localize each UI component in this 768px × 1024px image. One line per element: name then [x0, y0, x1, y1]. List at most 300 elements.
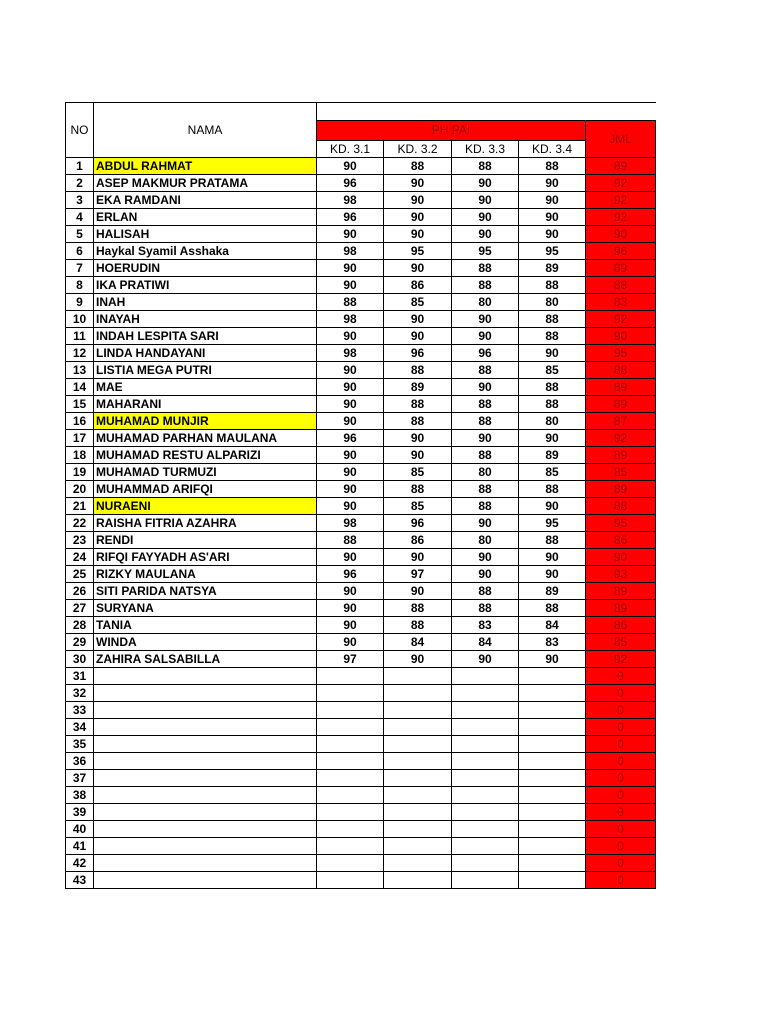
kd-score-cell[interactable]	[384, 787, 452, 804]
kd-score-cell[interactable]: 88	[519, 481, 586, 498]
kd-score-cell[interactable]	[317, 668, 384, 685]
kd-score-cell[interactable]	[452, 838, 519, 855]
kd-score-cell[interactable]: 90	[452, 651, 519, 668]
kd-score-cell[interactable]: 90	[384, 447, 452, 464]
kd-score-cell[interactable]: 90	[317, 549, 384, 566]
jml-total-cell[interactable]: 95	[586, 345, 656, 362]
kd-score-cell[interactable]: 90	[384, 651, 452, 668]
row-number-cell[interactable]: 39	[66, 804, 94, 821]
kd-score-cell[interactable]: 90	[519, 345, 586, 362]
kd-score-cell[interactable]: 89	[519, 447, 586, 464]
row-number-cell[interactable]: 9	[66, 294, 94, 311]
kd-score-cell[interactable]: 98	[317, 243, 384, 260]
kd-score-cell[interactable]: 80	[452, 294, 519, 311]
kd-score-cell[interactable]: 90	[452, 430, 519, 447]
kd-score-cell[interactable]: 96	[317, 175, 384, 192]
row-number-cell[interactable]: 35	[66, 736, 94, 753]
row-number-cell[interactable]: 24	[66, 549, 94, 566]
row-number-cell[interactable]: 34	[66, 719, 94, 736]
kd-score-cell[interactable]: 90	[317, 481, 384, 498]
header-kd-3-2[interactable]: KD. 3.2	[384, 140, 452, 158]
kd-score-cell[interactable]: 88	[452, 158, 519, 175]
kd-score-cell[interactable]	[519, 821, 586, 838]
student-name-cell[interactable]: RAISHA FITRIA AZAHRA	[94, 515, 317, 532]
jml-total-cell[interactable]: 89	[586, 600, 656, 617]
kd-score-cell[interactable]: 90	[317, 226, 384, 243]
row-number-cell[interactable]: 12	[66, 345, 94, 362]
kd-score-cell[interactable]: 90	[317, 379, 384, 396]
student-name-cell[interactable]	[94, 787, 317, 804]
kd-score-cell[interactable]: 90	[452, 226, 519, 243]
kd-score-cell[interactable]: 90	[384, 209, 452, 226]
kd-score-cell[interactable]	[452, 702, 519, 719]
kd-score-cell[interactable]: 95	[452, 243, 519, 260]
kd-score-cell[interactable]	[317, 804, 384, 821]
row-number-cell[interactable]: 43	[66, 872, 94, 889]
kd-score-cell[interactable]: 88	[317, 294, 384, 311]
kd-score-cell[interactable]: 80	[452, 532, 519, 549]
kd-score-cell[interactable]	[519, 872, 586, 889]
jml-total-cell[interactable]: 0	[586, 855, 656, 872]
row-number-cell[interactable]: 17	[66, 430, 94, 447]
student-name-cell[interactable]: IKA PRATIWI	[94, 277, 317, 294]
kd-score-cell[interactable]: 88	[452, 600, 519, 617]
jml-total-cell[interactable]: 0	[586, 736, 656, 753]
kd-score-cell[interactable]	[452, 753, 519, 770]
student-name-cell[interactable]	[94, 838, 317, 855]
kd-score-cell[interactable]: 95	[519, 243, 586, 260]
kd-score-cell[interactable]: 90	[384, 311, 452, 328]
kd-score-cell[interactable]	[452, 685, 519, 702]
jml-total-cell[interactable]: 90	[586, 328, 656, 345]
student-name-cell[interactable]	[94, 821, 317, 838]
kd-score-cell[interactable]: 85	[519, 464, 586, 481]
row-number-cell[interactable]: 36	[66, 753, 94, 770]
kd-score-cell[interactable]: 88	[519, 158, 586, 175]
kd-score-cell[interactable]: 80	[452, 464, 519, 481]
kd-score-cell[interactable]: 98	[317, 192, 384, 209]
row-number-cell[interactable]: 1	[66, 158, 94, 175]
student-name-cell[interactable]: MUHAMAD TURMUZI	[94, 464, 317, 481]
kd-score-cell[interactable]	[519, 736, 586, 753]
student-name-cell[interactable]	[94, 736, 317, 753]
jml-total-cell[interactable]: 95	[586, 515, 656, 532]
kd-score-cell[interactable]	[317, 838, 384, 855]
kd-score-cell[interactable]: 90	[519, 566, 586, 583]
jml-total-cell[interactable]: 0	[586, 821, 656, 838]
row-number-cell[interactable]: 25	[66, 566, 94, 583]
header-kd-3-3[interactable]: KD. 3.3	[452, 140, 519, 158]
student-name-cell[interactable]: SURYANA	[94, 600, 317, 617]
kd-score-cell[interactable]: 95	[519, 515, 586, 532]
kd-score-cell[interactable]	[384, 685, 452, 702]
row-number-cell[interactable]: 16	[66, 413, 94, 430]
student-name-cell[interactable]: INDAH LESPITA SARI	[94, 328, 317, 345]
kd-score-cell[interactable]: 98	[317, 311, 384, 328]
header-ph-pai[interactable]: PH PAI	[317, 121, 586, 141]
kd-score-cell[interactable]: 97	[317, 651, 384, 668]
jml-total-cell[interactable]: 83	[586, 294, 656, 311]
kd-score-cell[interactable]	[519, 855, 586, 872]
kd-score-cell[interactable]: 90	[317, 277, 384, 294]
kd-score-cell[interactable]: 88	[452, 260, 519, 277]
row-number-cell[interactable]: 31	[66, 668, 94, 685]
jml-total-cell[interactable]: 88	[586, 498, 656, 515]
kd-score-cell[interactable]: 96	[384, 515, 452, 532]
student-name-cell[interactable]: NURAENI	[94, 498, 317, 515]
kd-score-cell[interactable]: 86	[384, 532, 452, 549]
kd-score-cell[interactable]: 90	[519, 549, 586, 566]
student-name-cell[interactable]	[94, 685, 317, 702]
kd-score-cell[interactable]: 90	[519, 192, 586, 209]
kd-score-cell[interactable]: 88	[384, 158, 452, 175]
student-name-cell[interactable]: LISTIA MEGA PUTRI	[94, 362, 317, 379]
kd-score-cell[interactable]: 98	[317, 515, 384, 532]
row-number-cell[interactable]: 22	[66, 515, 94, 532]
row-number-cell[interactable]: 23	[66, 532, 94, 549]
kd-score-cell[interactable]: 85	[519, 362, 586, 379]
row-number-cell[interactable]: 2	[66, 175, 94, 192]
kd-score-cell[interactable]: 90	[452, 311, 519, 328]
student-name-cell[interactable]	[94, 719, 317, 736]
student-name-cell[interactable]: ZAHIRA SALSABILLA	[94, 651, 317, 668]
student-name-cell[interactable]: EKA RAMDANI	[94, 192, 317, 209]
student-name-cell[interactable]: RIFQI FAYYADH AS'ARI	[94, 549, 317, 566]
kd-score-cell[interactable]: 90	[317, 413, 384, 430]
student-name-cell[interactable]: MAHARANI	[94, 396, 317, 413]
jml-total-cell[interactable]: 96	[586, 243, 656, 260]
row-number-cell[interactable]: 29	[66, 634, 94, 651]
student-name-cell[interactable]: Haykal Syamil Asshaka	[94, 243, 317, 260]
row-number-cell[interactable]: 14	[66, 379, 94, 396]
kd-score-cell[interactable]: 90	[452, 379, 519, 396]
kd-score-cell[interactable]: 80	[519, 413, 586, 430]
kd-score-cell[interactable]: 84	[519, 617, 586, 634]
kd-score-cell[interactable]	[317, 736, 384, 753]
header-jml[interactable]: JML	[586, 121, 656, 158]
kd-score-cell[interactable]	[384, 804, 452, 821]
kd-score-cell[interactable]: 88	[452, 481, 519, 498]
kd-score-cell[interactable]: 85	[384, 464, 452, 481]
kd-score-cell[interactable]	[519, 668, 586, 685]
header-blank-band[interactable]	[317, 103, 656, 121]
kd-score-cell[interactable]	[452, 872, 519, 889]
kd-score-cell[interactable]: 83	[452, 617, 519, 634]
kd-score-cell[interactable]	[384, 838, 452, 855]
student-name-cell[interactable]: TANIA	[94, 617, 317, 634]
kd-score-cell[interactable]: 90	[452, 175, 519, 192]
student-name-cell[interactable]	[94, 804, 317, 821]
kd-score-cell[interactable]	[519, 702, 586, 719]
kd-score-cell[interactable]	[519, 753, 586, 770]
student-name-cell[interactable]: MUHAMAD RESTU ALPARIZI	[94, 447, 317, 464]
kd-score-cell[interactable]: 90	[317, 362, 384, 379]
kd-score-cell[interactable]: 88	[452, 396, 519, 413]
kd-score-cell[interactable]: 90	[452, 328, 519, 345]
kd-score-cell[interactable]: 90	[452, 192, 519, 209]
jml-total-cell[interactable]: 92	[586, 192, 656, 209]
jml-total-cell[interactable]: 0	[586, 685, 656, 702]
jml-total-cell[interactable]: 89	[586, 158, 656, 175]
student-name-cell[interactable]: MUHAMAD MUNJIR	[94, 413, 317, 430]
kd-score-cell[interactable]	[317, 702, 384, 719]
row-number-cell[interactable]: 38	[66, 787, 94, 804]
jml-total-cell[interactable]: 89	[586, 583, 656, 600]
jml-total-cell[interactable]: 89	[586, 260, 656, 277]
kd-score-cell[interactable]: 83	[519, 634, 586, 651]
kd-score-cell[interactable]: 88	[384, 617, 452, 634]
kd-score-cell[interactable]: 90	[317, 328, 384, 345]
row-number-cell[interactable]: 30	[66, 651, 94, 668]
kd-score-cell[interactable]: 90	[384, 430, 452, 447]
jml-total-cell[interactable]: 0	[586, 702, 656, 719]
kd-score-cell[interactable]: 88	[452, 413, 519, 430]
kd-score-cell[interactable]	[452, 736, 519, 753]
kd-score-cell[interactable]: 90	[384, 583, 452, 600]
jml-total-cell[interactable]: 85	[586, 464, 656, 481]
row-number-cell[interactable]: 37	[66, 770, 94, 787]
jml-total-cell[interactable]: 92	[586, 651, 656, 668]
jml-total-cell[interactable]: 88	[586, 277, 656, 294]
kd-score-cell[interactable]: 88	[384, 600, 452, 617]
kd-score-cell[interactable]: 95	[384, 243, 452, 260]
jml-total-cell[interactable]: 89	[586, 481, 656, 498]
kd-score-cell[interactable]: 96	[317, 209, 384, 226]
kd-score-cell[interactable]: 90	[317, 464, 384, 481]
row-number-cell[interactable]: 18	[66, 447, 94, 464]
row-number-cell[interactable]: 21	[66, 498, 94, 515]
student-name-cell[interactable]: ERLAN	[94, 209, 317, 226]
kd-score-cell[interactable]: 88	[384, 362, 452, 379]
kd-score-cell[interactable]	[317, 821, 384, 838]
kd-score-cell[interactable]: 88	[519, 328, 586, 345]
kd-score-cell[interactable]: 90	[519, 651, 586, 668]
kd-score-cell[interactable]: 88	[384, 413, 452, 430]
kd-score-cell[interactable]: 90	[519, 175, 586, 192]
kd-score-cell[interactable]: 86	[384, 277, 452, 294]
kd-score-cell[interactable]: 88	[384, 481, 452, 498]
student-name-cell[interactable]: ABDUL RAHMAT	[94, 158, 317, 175]
kd-score-cell[interactable]	[452, 668, 519, 685]
jml-total-cell[interactable]: 0	[586, 838, 656, 855]
student-name-cell[interactable]	[94, 753, 317, 770]
kd-score-cell[interactable]: 90	[452, 549, 519, 566]
kd-score-cell[interactable]	[317, 787, 384, 804]
kd-score-cell[interactable]	[519, 838, 586, 855]
jml-total-cell[interactable]: 86	[586, 532, 656, 549]
kd-score-cell[interactable]	[317, 872, 384, 889]
kd-score-cell[interactable]	[452, 855, 519, 872]
kd-score-cell[interactable]: 88	[519, 379, 586, 396]
kd-score-cell[interactable]	[519, 804, 586, 821]
kd-score-cell[interactable]: 84	[452, 634, 519, 651]
kd-score-cell[interactable]	[519, 787, 586, 804]
kd-score-cell[interactable]: 90	[317, 583, 384, 600]
jml-total-cell[interactable]: 0	[586, 872, 656, 889]
jml-total-cell[interactable]: 0	[586, 668, 656, 685]
kd-score-cell[interactable]: 88	[519, 532, 586, 549]
kd-score-cell[interactable]	[384, 668, 452, 685]
kd-score-cell[interactable]	[384, 736, 452, 753]
jml-total-cell[interactable]: 92	[586, 175, 656, 192]
kd-score-cell[interactable]	[384, 770, 452, 787]
jml-total-cell[interactable]: 0	[586, 753, 656, 770]
kd-score-cell[interactable]	[519, 770, 586, 787]
kd-score-cell[interactable]: 90	[452, 566, 519, 583]
student-name-cell[interactable]: HALISAH	[94, 226, 317, 243]
kd-score-cell[interactable]	[452, 770, 519, 787]
kd-score-cell[interactable]: 90	[317, 260, 384, 277]
jml-total-cell[interactable]: 92	[586, 311, 656, 328]
jml-total-cell[interactable]: 90	[586, 226, 656, 243]
kd-score-cell[interactable]: 88	[384, 396, 452, 413]
kd-score-cell[interactable]: 88	[452, 277, 519, 294]
kd-score-cell[interactable]: 90	[384, 549, 452, 566]
row-number-cell[interactable]: 3	[66, 192, 94, 209]
kd-score-cell[interactable]: 90	[452, 209, 519, 226]
row-number-cell[interactable]: 8	[66, 277, 94, 294]
student-name-cell[interactable]	[94, 855, 317, 872]
student-name-cell[interactable]: LINDA HANDAYANI	[94, 345, 317, 362]
row-number-cell[interactable]: 6	[66, 243, 94, 260]
kd-score-cell[interactable]: 90	[384, 175, 452, 192]
kd-score-cell[interactable]	[384, 872, 452, 889]
student-name-cell[interactable]	[94, 668, 317, 685]
kd-score-cell[interactable]	[384, 821, 452, 838]
jml-total-cell[interactable]: 88	[586, 362, 656, 379]
kd-score-cell[interactable]	[317, 855, 384, 872]
kd-score-cell[interactable]: 90	[317, 617, 384, 634]
header-kd-3-4[interactable]: KD. 3.4	[519, 140, 586, 158]
row-number-cell[interactable]: 32	[66, 685, 94, 702]
jml-total-cell[interactable]: 0	[586, 770, 656, 787]
kd-score-cell[interactable]: 96	[452, 345, 519, 362]
kd-score-cell[interactable]: 90	[519, 498, 586, 515]
kd-score-cell[interactable]: 89	[384, 379, 452, 396]
jml-total-cell[interactable]: 0	[586, 719, 656, 736]
row-number-cell[interactable]: 26	[66, 583, 94, 600]
row-number-cell[interactable]: 41	[66, 838, 94, 855]
kd-score-cell[interactable]	[384, 719, 452, 736]
row-number-cell[interactable]: 10	[66, 311, 94, 328]
kd-score-cell[interactable]: 88	[452, 447, 519, 464]
header-no[interactable]: NO	[66, 103, 94, 158]
student-name-cell[interactable]: ASEP MAKMUR PRATAMA	[94, 175, 317, 192]
kd-score-cell[interactable]	[317, 770, 384, 787]
jml-total-cell[interactable]: 89	[586, 447, 656, 464]
kd-score-cell[interactable]	[384, 855, 452, 872]
kd-score-cell[interactable]: 85	[384, 294, 452, 311]
kd-score-cell[interactable]: 90	[519, 226, 586, 243]
jml-total-cell[interactable]: 0	[586, 804, 656, 821]
kd-score-cell[interactable]: 96	[384, 345, 452, 362]
kd-score-cell[interactable]: 85	[384, 498, 452, 515]
kd-score-cell[interactable]	[317, 685, 384, 702]
student-name-cell[interactable]: WINDA	[94, 634, 317, 651]
header-nama[interactable]: NAMA	[94, 103, 317, 158]
row-number-cell[interactable]: 27	[66, 600, 94, 617]
kd-score-cell[interactable]	[519, 719, 586, 736]
kd-score-cell[interactable]: 96	[317, 566, 384, 583]
kd-score-cell[interactable]: 98	[317, 345, 384, 362]
kd-score-cell[interactable]	[519, 685, 586, 702]
kd-score-cell[interactable]: 88	[519, 600, 586, 617]
kd-score-cell[interactable]: 96	[317, 430, 384, 447]
row-number-cell[interactable]: 19	[66, 464, 94, 481]
kd-score-cell[interactable]: 88	[519, 396, 586, 413]
student-name-cell[interactable]: HOERUDIN	[94, 260, 317, 277]
student-name-cell[interactable]: MUHAMMAD ARIFQI	[94, 481, 317, 498]
kd-score-cell[interactable]: 90	[519, 209, 586, 226]
kd-score-cell[interactable]: 80	[519, 294, 586, 311]
student-name-cell[interactable]	[94, 702, 317, 719]
kd-score-cell[interactable]: 90	[317, 158, 384, 175]
kd-score-cell[interactable]	[452, 821, 519, 838]
student-name-cell[interactable]: INAYAH	[94, 311, 317, 328]
jml-total-cell[interactable]: 89	[586, 396, 656, 413]
kd-score-cell[interactable]	[452, 719, 519, 736]
jml-total-cell[interactable]: 0	[586, 787, 656, 804]
row-number-cell[interactable]: 11	[66, 328, 94, 345]
student-name-cell[interactable]: SITI PARIDA NATSYA	[94, 583, 317, 600]
row-number-cell[interactable]: 33	[66, 702, 94, 719]
row-number-cell[interactable]: 5	[66, 226, 94, 243]
kd-score-cell[interactable]: 90	[317, 447, 384, 464]
kd-score-cell[interactable]: 88	[452, 583, 519, 600]
student-name-cell[interactable]	[94, 770, 317, 787]
kd-score-cell[interactable]: 90	[384, 260, 452, 277]
student-name-cell[interactable]	[94, 872, 317, 889]
kd-score-cell[interactable]: 90	[452, 515, 519, 532]
kd-score-cell[interactable]: 90	[384, 328, 452, 345]
row-number-cell[interactable]: 7	[66, 260, 94, 277]
row-number-cell[interactable]: 4	[66, 209, 94, 226]
row-number-cell[interactable]: 40	[66, 821, 94, 838]
row-number-cell[interactable]: 20	[66, 481, 94, 498]
jml-total-cell[interactable]: 92	[586, 209, 656, 226]
jml-total-cell[interactable]: 89	[586, 379, 656, 396]
student-name-cell[interactable]: MAE	[94, 379, 317, 396]
kd-score-cell[interactable]: 90	[317, 634, 384, 651]
student-name-cell[interactable]: MUHAMAD PARHAN MAULANA	[94, 430, 317, 447]
row-number-cell[interactable]: 28	[66, 617, 94, 634]
kd-score-cell[interactable]	[317, 753, 384, 770]
kd-score-cell[interactable]	[384, 702, 452, 719]
row-number-cell[interactable]: 42	[66, 855, 94, 872]
kd-score-cell[interactable]: 90	[317, 600, 384, 617]
jml-total-cell[interactable]: 92	[586, 430, 656, 447]
kd-score-cell[interactable]: 88	[452, 498, 519, 515]
header-kd-3-1[interactable]: KD. 3.1	[317, 140, 384, 158]
jml-total-cell[interactable]: 86	[586, 617, 656, 634]
jml-total-cell[interactable]: 87	[586, 413, 656, 430]
kd-score-cell[interactable]: 88	[519, 311, 586, 328]
student-name-cell[interactable]: RIZKY MAULANA	[94, 566, 317, 583]
student-name-cell[interactable]: RENDI	[94, 532, 317, 549]
kd-score-cell[interactable]: 89	[519, 583, 586, 600]
kd-score-cell[interactable]: 89	[519, 260, 586, 277]
kd-score-cell[interactable]	[452, 804, 519, 821]
kd-score-cell[interactable]: 90	[317, 498, 384, 515]
kd-score-cell[interactable]: 90	[384, 226, 452, 243]
kd-score-cell[interactable]: 88	[452, 362, 519, 379]
kd-score-cell[interactable]	[384, 753, 452, 770]
kd-score-cell[interactable]: 88	[317, 532, 384, 549]
jml-total-cell[interactable]: 93	[586, 566, 656, 583]
row-number-cell[interactable]: 15	[66, 396, 94, 413]
student-name-cell[interactable]: INAH	[94, 294, 317, 311]
kd-score-cell[interactable]	[317, 719, 384, 736]
